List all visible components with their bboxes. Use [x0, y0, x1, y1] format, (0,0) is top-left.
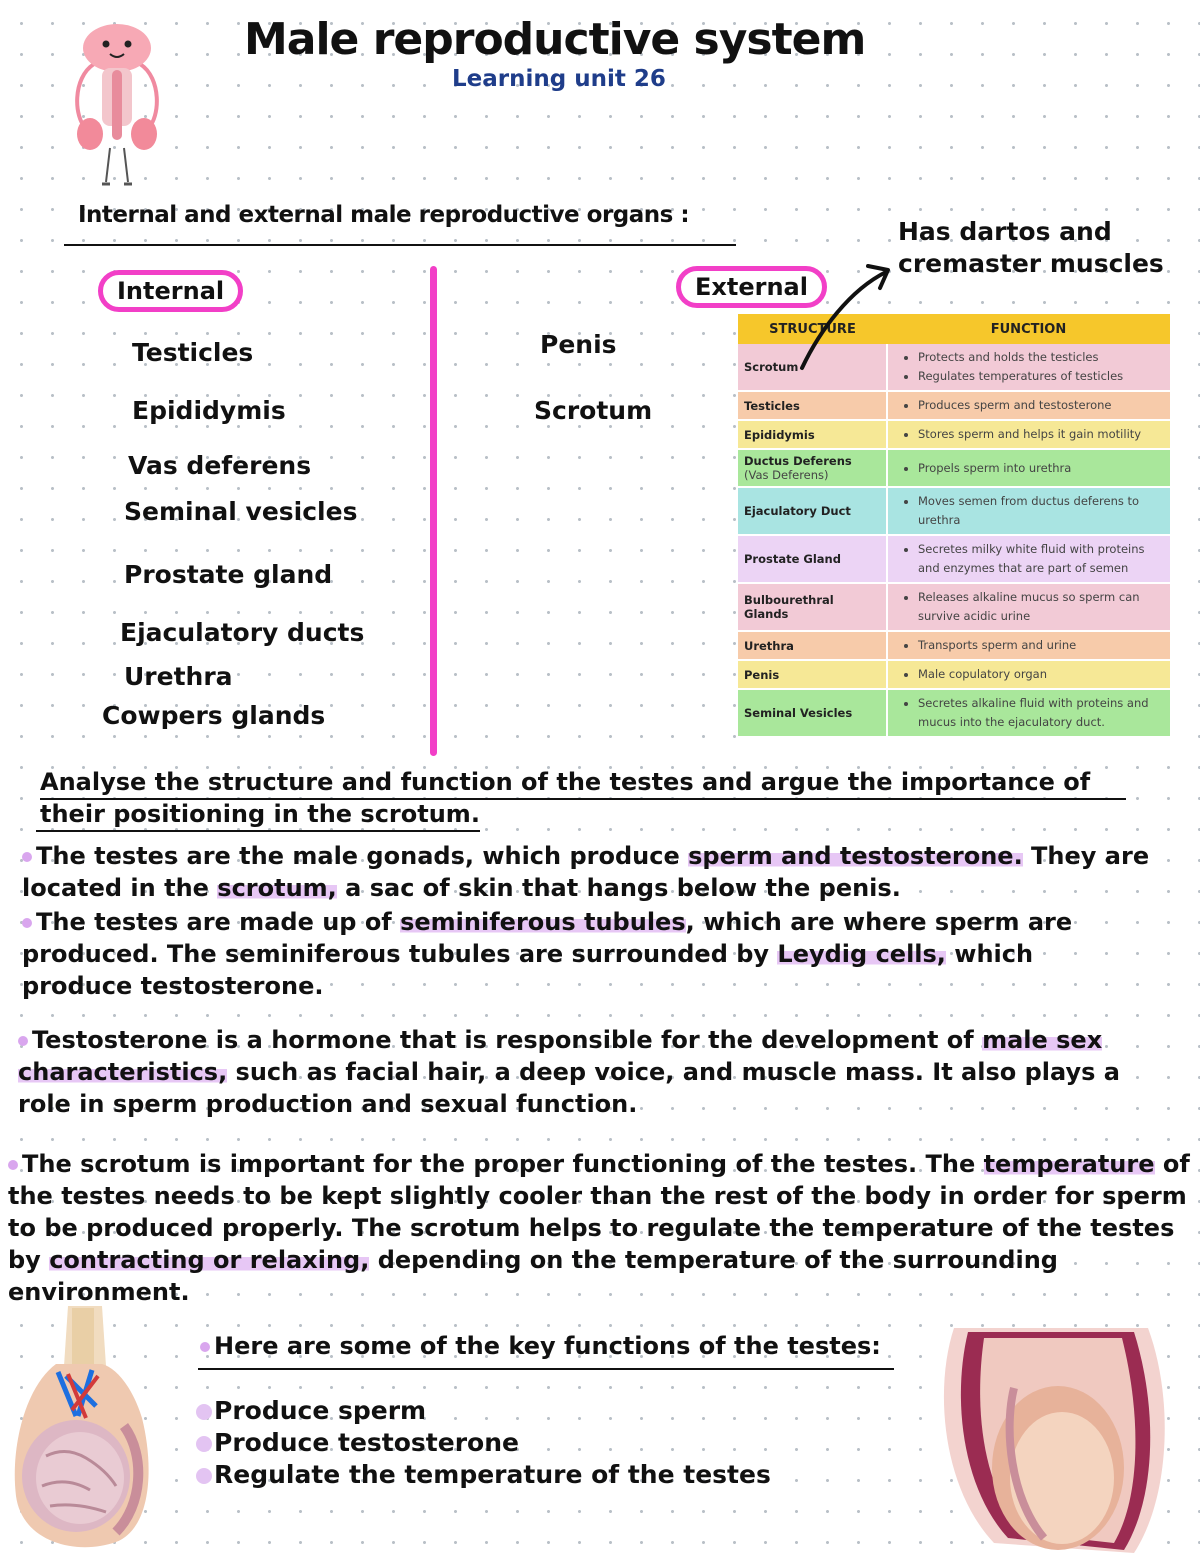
key-functions-heading: Here are some of the key functions of the testes: — [200, 1332, 881, 1360]
scrotum-section-illustration — [934, 1328, 1174, 1553]
question-underline — [36, 830, 480, 832]
arrow-icon — [790, 250, 900, 380]
structure-cell — [738, 535, 887, 583]
key-function-item: Regulate the temperature of the testes — [196, 1460, 771, 1489]
table-row — [738, 583, 1170, 631]
table-header-function: FUNCTION — [887, 314, 1170, 344]
bullet-dot — [18, 1036, 28, 1046]
bullet-dot — [200, 1342, 210, 1352]
organs-heading: Internal and external male reproductive organs : — [78, 202, 690, 228]
internal-organ: Urethra — [124, 662, 233, 691]
external-label: External — [676, 266, 827, 308]
table-row — [738, 449, 1170, 487]
paragraph-scrotum-temperature: The scrotum is important for the proper functioning of the testes. The temperature of the testes needs to be kept slightly cooler than the rest of the body in order for sperm to be produced properly. The scrotum helps to regulate the temperature of the testes by contracting or relaxing, depending on the temperature of the surrounding environment. — [8, 1150, 1190, 1306]
function-cell — [887, 583, 1170, 631]
function-cell — [887, 487, 1170, 535]
paragraph-testes-gonads: The testes are the male gonads, which produce sperm and testosterone. They are located in the scrotum, a sac of skin that hangs below the penis. — [22, 842, 1150, 902]
function-item: • Secretes alkaline fluid with proteins and mucus into the ejaculatory duct. — [918, 694, 1164, 732]
table-row — [738, 420, 1170, 449]
paragraph-seminiferous: The testes are made up of seminiferous tubules, which are where sperm are produced. The seminiferous tubules are surrounded by Leydig cells, which produce testosterone. — [22, 908, 1073, 1000]
testis-cross-section-illustration — [6, 1306, 156, 1552]
internal-organ: Prostate gland — [124, 560, 333, 589]
table-header-structure: STRUCTURE — [738, 314, 887, 344]
structure-subname: (Vas Deferens) — [744, 468, 829, 482]
function-item: • Transports sperm and urine — [918, 636, 1164, 655]
internal-organ: Vas deferens — [128, 451, 312, 480]
internal-label: Internal — [98, 270, 243, 312]
table-row — [738, 689, 1170, 737]
note-line: cremaster muscles — [898, 249, 1164, 278]
table-row — [738, 631, 1170, 660]
structure-cell — [738, 583, 887, 631]
table-body — [738, 344, 1170, 737]
bullet-dot — [8, 1160, 18, 1170]
function-cell — [887, 660, 1170, 689]
page-subtitle: Learning unit 26 — [452, 66, 666, 92]
page-title: Male reproductive system — [244, 14, 866, 65]
function-cell — [887, 535, 1170, 583]
function-cell — [887, 631, 1170, 660]
note-line: Has dartos and — [898, 217, 1112, 246]
function-cell — [887, 449, 1170, 487]
function-cell — [887, 391, 1170, 420]
structure-cell — [738, 631, 887, 660]
structure-name: Epididymis — [744, 427, 815, 442]
key-function-item: Produce testosterone — [196, 1428, 519, 1457]
function-item: • Regulates temperatures of testicles — [918, 367, 1164, 386]
structure-name: Bulbourethral Glands — [744, 593, 834, 621]
structure-cell — [738, 391, 887, 420]
table-row — [738, 535, 1170, 583]
internal-organ: Ejaculatory ducts — [120, 618, 365, 647]
function-item: • Protects and holds the testicles — [918, 348, 1164, 367]
bullet-dot — [196, 1404, 212, 1420]
function-item: • Secretes milky white fluid with proteins and enzymes that are part of semen — [918, 540, 1164, 578]
function-item: • Releases alkaline mucus so sperm can survive acidic urine — [918, 588, 1164, 626]
external-organ: Penis — [540, 330, 617, 359]
internal-organ: Cowpers glands — [102, 701, 326, 730]
table-row — [738, 660, 1170, 689]
function-item: • Moves semen from ductus deferens to urethra — [918, 492, 1164, 530]
table-row — [738, 391, 1170, 420]
structure-cell — [738, 660, 887, 689]
structure-name: Prostate Gland — [744, 552, 841, 566]
key-functions-underline — [198, 1368, 894, 1370]
function-cell — [887, 344, 1170, 391]
bullet-dot — [196, 1436, 212, 1452]
scrotum-muscles-note — [898, 216, 1164, 280]
heading-underline — [64, 244, 736, 246]
structure-name: Ductus Deferens — [744, 454, 852, 468]
structure-name: Seminal Vesicles — [744, 706, 853, 720]
function-item: • Stores sperm and helps it gain motility — [918, 425, 1164, 444]
function-item: • Male copulatory organ — [918, 665, 1164, 684]
external-organ: Scrotum — [534, 396, 653, 425]
structure-name: Scrotum — [744, 360, 799, 374]
reproductive-mascot-illustration — [62, 18, 172, 194]
question-text: Analyse the structure and function of the testes and argue the importance of their positioning in the scrotum. — [40, 768, 1091, 828]
bullet-dot — [22, 852, 32, 862]
internal-organ: Testicles — [132, 338, 254, 367]
question-underline — [40, 798, 1126, 800]
internal-organ: Seminal vesicles — [124, 497, 358, 526]
paragraph-testosterone: Testosterone is a hormone that is responsible for the development of male sex characteristics, such as facial hair, a deep voice, and muscle mass. It also plays a role in sperm production and sexual function. — [18, 1026, 1120, 1118]
internal-organ: Epididymis — [132, 396, 286, 425]
structure-cell — [738, 449, 887, 487]
structure-cell — [738, 420, 887, 449]
structure-name: Penis — [744, 667, 780, 682]
function-item: • Produces sperm and testosterone — [918, 396, 1164, 415]
function-cell — [887, 689, 1170, 737]
key-function-item: Produce sperm — [196, 1396, 426, 1425]
structure-name: Ejaculatory Duct — [744, 504, 851, 518]
function-item: • Propels sperm into urethra — [918, 459, 1164, 478]
structure-name: Testicles — [744, 398, 800, 413]
table-row — [738, 487, 1170, 535]
structure-cell — [738, 487, 887, 535]
structure-name: Urethra — [744, 638, 794, 653]
bullet-dot — [22, 918, 32, 928]
function-cell — [887, 420, 1170, 449]
structure-cell — [738, 689, 887, 737]
column-divider — [430, 266, 437, 756]
bullet-dot — [196, 1468, 212, 1484]
